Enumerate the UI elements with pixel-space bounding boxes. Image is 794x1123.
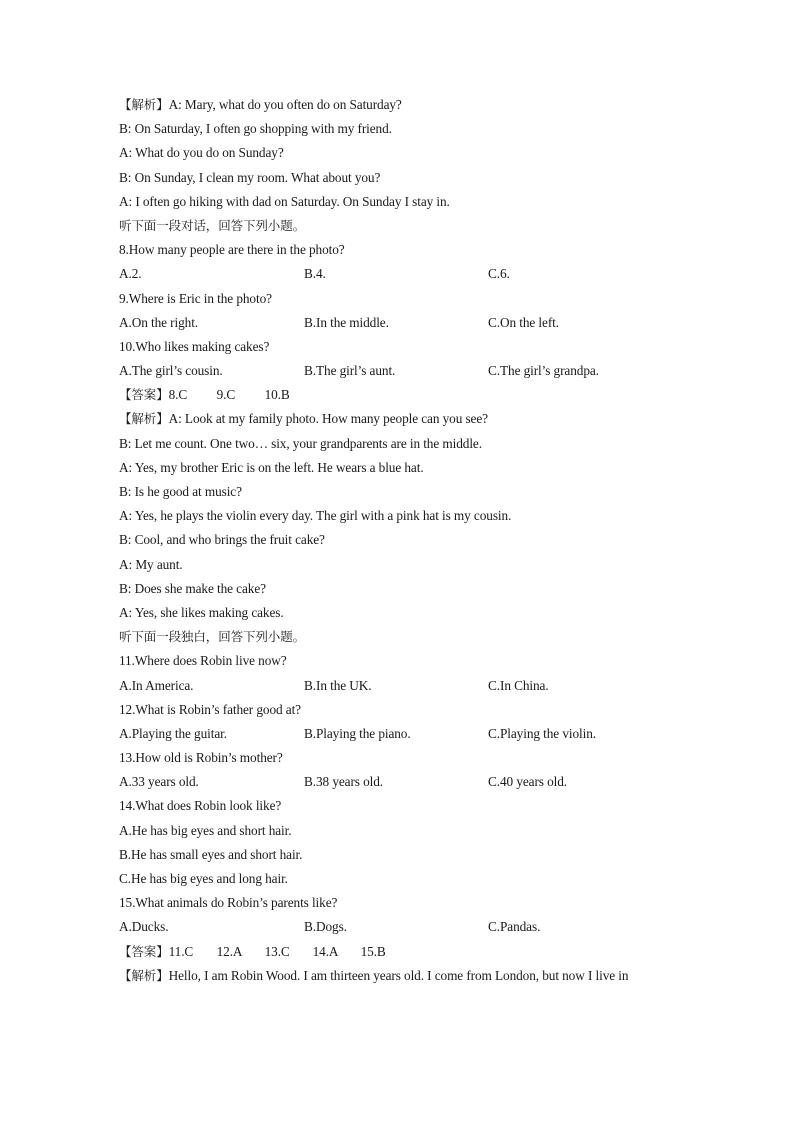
option-c: C.40 years old. (488, 774, 568, 790)
option-b: B.38 years old. (304, 774, 384, 790)
answer-item: 14.A (312, 943, 339, 959)
analysis-text: Hello, I am Robin Wood. I am thirteen years old. I come from London, but now I live in (168, 967, 629, 983)
option-b: B.He has small eyes and short hair. (119, 846, 303, 862)
option-a: A.The girl’s cousin. (119, 363, 223, 379)
answer-line (119, 383, 719, 407)
answer-tag: 【答案】 (119, 387, 169, 403)
analysis-tag: 【解析】 (119, 411, 169, 427)
option-c: C.The girl’s grandpa. (488, 363, 599, 379)
option-b: B.Dogs. (304, 919, 347, 935)
dialogue-line: B: Does she make the cake? (119, 580, 266, 596)
answer-tag: 【答案】 (119, 943, 169, 959)
option-b: B.4. (304, 266, 326, 282)
answer-item: 8.C (168, 387, 188, 403)
question-text: 14.What does Robin look like? (119, 798, 282, 814)
option-a: A.In America. (119, 677, 194, 693)
answer-line (119, 940, 719, 964)
question-text: 12.What is Robin’s father good at? (119, 701, 301, 717)
analysis-tag: 【解析】 (119, 967, 169, 983)
option-a: A.Playing the guitar. (119, 725, 227, 741)
dialogue-line: B: Cool, and who brings the fruit cake? (119, 532, 325, 548)
option-b: B.In the UK. (304, 677, 372, 693)
answer-item: 10.B (264, 387, 290, 403)
option-c: C.In China. (488, 677, 549, 693)
dialogue-line: A: Yes, he plays the violin every day. The girl with a pink hat is my cousin. (119, 508, 512, 524)
section-instruction: 听下面一段对话，回答下列小题。 (119, 217, 306, 233)
analysis-tag: 【解析】 (119, 97, 169, 112)
dialogue-line: A: What do you do on Sunday? (119, 145, 284, 161)
option-a: A.He has big eyes and short hair. (119, 822, 292, 838)
option-c: C.Playing the violin. (488, 725, 596, 741)
question-text: 11.Where does Robin live now? (119, 653, 287, 669)
question-text: 15.What animals do Robin’s parents like? (119, 895, 338, 911)
option-b: B.In the middle. (304, 314, 389, 330)
dialogue-line: A: I often go hiking with dad on Saturday. On Sunday I stay in. (119, 193, 450, 209)
answer-item: 13.C (264, 943, 290, 959)
options-row (119, 311, 719, 335)
option-c: C.6. (488, 266, 510, 282)
options-row (119, 359, 719, 383)
dialogue-line: B: Let me count. One two… six, your grandparents are in the middle. (119, 435, 482, 451)
option-a: A.On the right. (119, 314, 199, 330)
option-c: C.He has big eyes and long hair. (119, 871, 288, 886)
dialogue-line: A: Mary, what do you often do on Saturday? (168, 97, 402, 112)
options-row (119, 674, 719, 698)
options-row (119, 770, 719, 794)
option-c: C.Pandas. (488, 919, 541, 935)
question-text: 9.Where is Eric in the photo? (119, 290, 272, 306)
section-instruction: 听下面一段独白，回答下列小题。 (119, 629, 306, 645)
answer-item: 12.A (216, 943, 243, 959)
question-text: 8.How many people are there in the photo? (119, 242, 345, 258)
options-row (119, 722, 719, 746)
dialogue-line: A: My aunt. (119, 556, 183, 572)
dialogue-line: A: Yes, she likes making cakes. (119, 604, 284, 620)
dialogue-line: B: On Saturday, I often go shopping with my friend. (119, 121, 392, 137)
options-row (119, 262, 719, 286)
option-a: A.Ducks. (119, 919, 169, 935)
option-c: C.On the left. (488, 314, 559, 330)
option-a: A.2. (119, 266, 142, 282)
dialogue-line: B: On Sunday, I clean my room. What about you? (119, 169, 381, 185)
question-text: 10.Who likes making cakes? (119, 338, 270, 354)
question-text: 13.How old is Robin’s mother? (119, 750, 283, 766)
document-page (119, 93, 719, 988)
answer-item: 11.C (168, 943, 194, 959)
option-a: A.33 years old. (119, 774, 199, 790)
dialogue-line: B: Is he good at music? (119, 484, 242, 499)
option-b: B.The girl’s aunt. (304, 363, 396, 379)
answer-item: 9.C (216, 387, 236, 403)
dialogue-line: A: Look at my family photo. How many people can you see? (168, 411, 488, 427)
dialogue-line: A: Yes, my brother Eric is on the left. He wears a blue hat. (119, 459, 424, 475)
options-row (119, 915, 719, 939)
analysis-line (119, 407, 719, 431)
option-b: B.Playing the piano. (304, 725, 411, 741)
analysis-line (119, 93, 719, 117)
answer-item: 15.B (360, 943, 386, 959)
analysis-line (119, 964, 719, 988)
